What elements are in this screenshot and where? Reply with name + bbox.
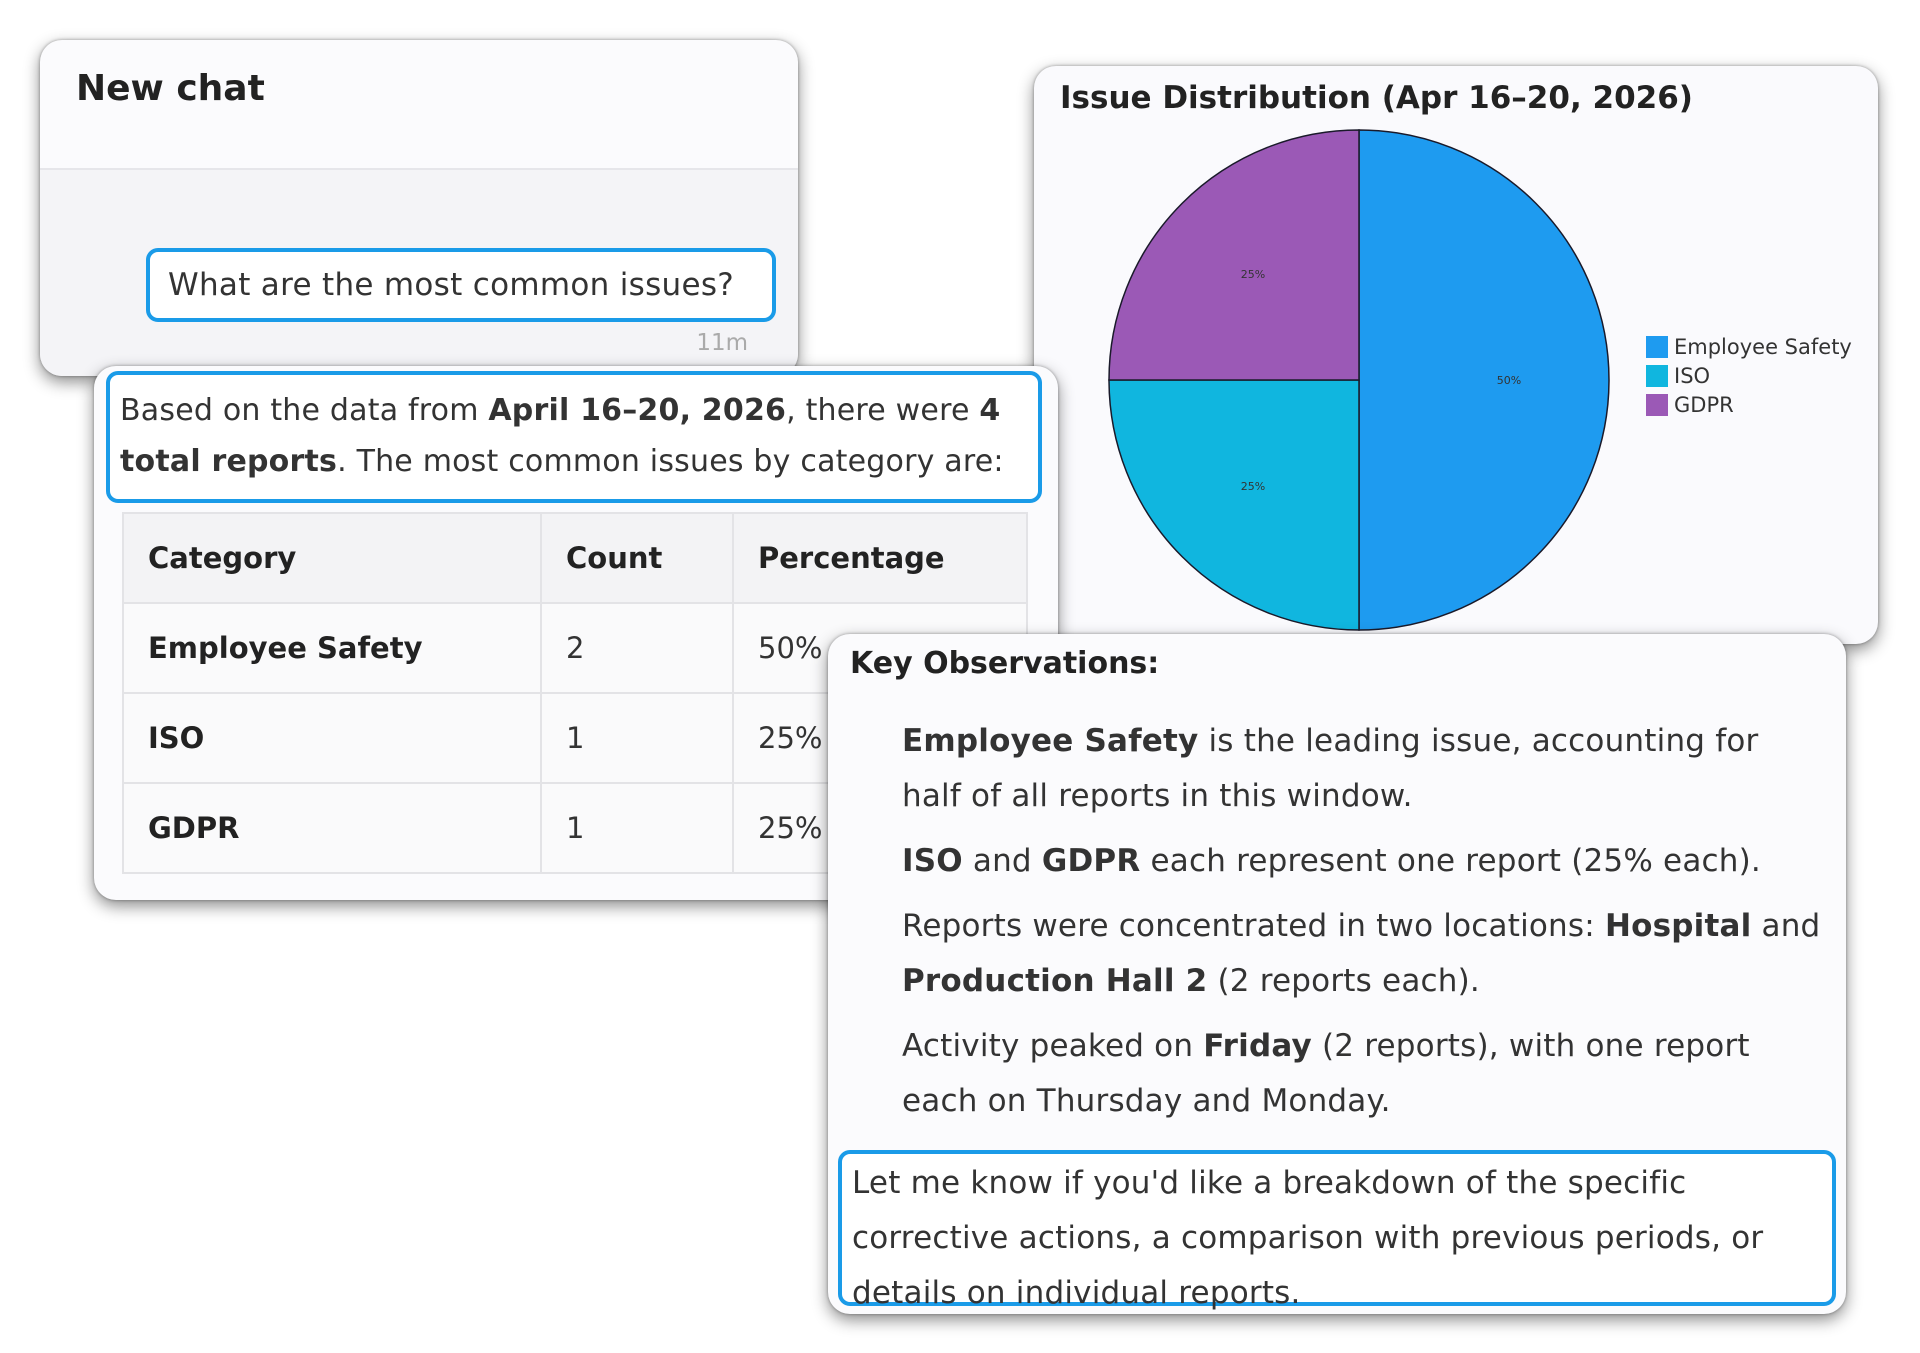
legend-swatch	[1646, 336, 1668, 358]
observation-text: and	[962, 843, 1042, 879]
observations-title: Key Observations:	[850, 646, 1160, 681]
chart-legend	[1646, 332, 1852, 419]
observation-text: (2 reports each).	[1207, 963, 1480, 999]
closing-message[interactable]	[838, 1150, 1836, 1311]
legend-item-gdpr[interactable]	[1646, 390, 1852, 419]
observation-item	[902, 899, 1822, 1009]
intro-report-count: 4 total reports	[120, 393, 1001, 479]
intro-date-range: April 16–20, 2026	[488, 393, 787, 428]
observation-text: Reports were concentrated in two locations:	[902, 908, 1605, 944]
bold-term: GDPR	[1041, 843, 1141, 879]
count-cell: 1	[541, 693, 733, 783]
chart-title: Issue Distribution (Apr 16–20, 2026)	[1060, 80, 1693, 116]
bold-term: Hospital	[1604, 908, 1752, 944]
slice-label: 25%	[1240, 267, 1266, 281]
bold-term: Employee Safety	[902, 723, 1199, 759]
chart-panel	[1034, 66, 1878, 644]
legend-swatch	[1646, 365, 1668, 387]
legend-label: ISO	[1674, 363, 1711, 388]
user-message-bubble[interactable]	[146, 248, 776, 322]
observation-text: is the leading issue, accounting for half of all reports in this window.	[902, 723, 1759, 814]
observations-list	[902, 714, 1822, 1139]
answer-intro[interactable]	[106, 371, 1042, 503]
percentage-cell: 25%	[733, 693, 1027, 783]
slice-label: 50%	[1496, 374, 1522, 387]
observation-item	[902, 834, 1822, 889]
intro-text: , there were	[786, 393, 980, 428]
observation-text: (2 reports), with one report each on Thursday and Monday.	[902, 1028, 1750, 1119]
observation-text: Activity peaked on	[902, 1028, 1204, 1064]
user-message-text: What are the most common issues?	[168, 267, 735, 303]
count-cell: 1	[541, 783, 733, 873]
key-observations-panel	[828, 634, 1846, 1314]
chat-title: New chat	[76, 68, 265, 109]
count-cell: 2	[541, 603, 733, 693]
bold-term: Friday	[1203, 1028, 1312, 1064]
percentage-cell: 25%	[733, 783, 1027, 873]
pie-slice-employee-safety[interactable]	[1359, 130, 1609, 630]
column-header: Count	[541, 513, 733, 603]
legend-item-employee-safety[interactable]	[1646, 332, 1852, 361]
pie-slice-gdpr[interactable]	[1109, 130, 1359, 380]
legend-label: GDPR	[1674, 392, 1734, 417]
legend-label: Employee Safety	[1674, 334, 1852, 359]
column-header: Percentage	[733, 513, 1027, 603]
message-timestamp: 11m	[696, 330, 748, 356]
column-header: Category	[123, 513, 541, 603]
pie-slice-iso[interactable]	[1109, 380, 1359, 630]
bold-term: ISO	[902, 843, 963, 879]
legend-item-iso[interactable]	[1646, 361, 1852, 390]
category-cell: Employee Safety	[123, 603, 541, 693]
legend-swatch	[1646, 394, 1668, 416]
intro-text: . The most common issues by category are:	[337, 444, 1004, 479]
observation-item	[902, 1019, 1822, 1129]
category-cell: ISO	[123, 693, 541, 783]
chat-panel	[40, 40, 798, 376]
intro-text: Based on the data from	[120, 393, 489, 428]
observation-text: and	[1751, 908, 1821, 944]
observation-text: each represent one report (25% each).	[1140, 843, 1761, 879]
closing-text: Let me know if you'd like a breakdown of the specific corrective actions, a comparison with previous periods, or details on individual reports.	[852, 1165, 1764, 1311]
slice-label: 25%	[1240, 480, 1266, 494]
percentage-cell: 50%	[733, 603, 1027, 693]
bold-term: Production Hall 2	[902, 963, 1208, 999]
table-header-row	[123, 513, 1027, 603]
observation-item	[902, 714, 1822, 824]
category-cell: GDPR	[123, 783, 541, 873]
